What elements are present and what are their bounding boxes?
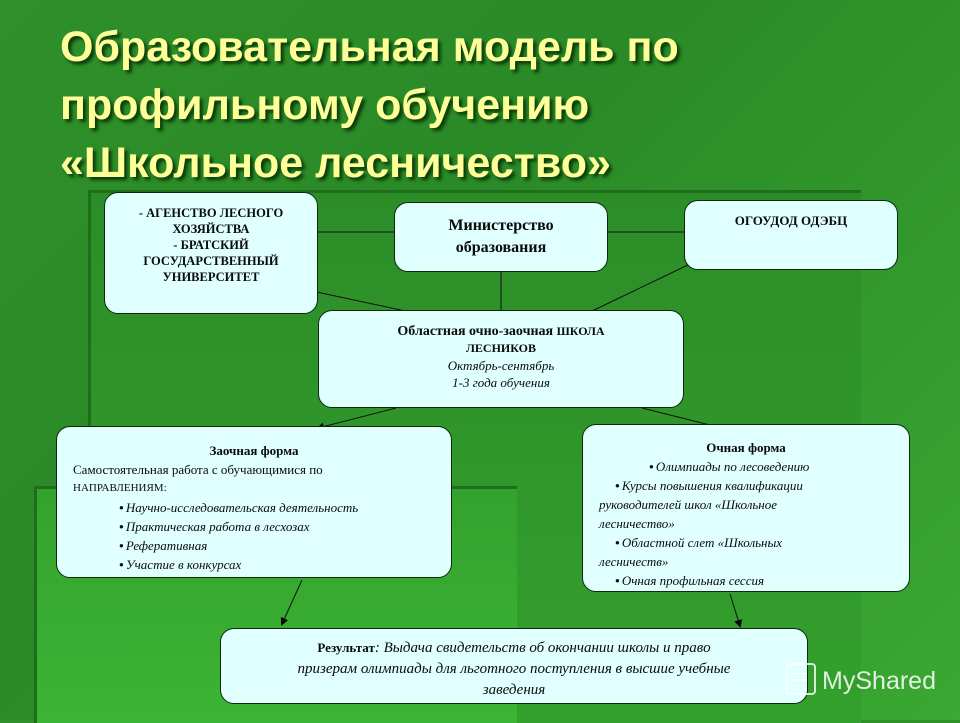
agency-box [104,192,318,314]
watermark [786,663,936,696]
result-box [220,628,808,704]
school-box [318,310,684,408]
agency-line-5: УНИВЕРСИТЕТ [162,270,260,284]
ministry-box [394,202,608,272]
agency-line-4: ГОСУДАРСТВЕННЫЙ [143,254,279,268]
title-line-1: Образовательная модель по [60,23,679,71]
agency-line-3: - БРАТСКИЙ [173,238,249,252]
distance-intro-1: Самостоятельная работа с обучающимися по [73,462,323,477]
arrow-fulltime-result [730,594,740,626]
fulltime-item-continued: руководителей школ «Школьное [599,497,778,512]
fulltime-list [599,457,909,590]
result-text-3: заведения [482,682,546,698]
title-line-3: «Школьное лесничество» [60,139,611,187]
agency-line-1: - АГЕНСТВО ЛЕСНОГО [138,206,284,220]
ministry-line-2: образования [455,239,547,256]
school-line-4: 1-3 года обучения [452,375,550,390]
school-line-1a: Областная очно-заочная [397,324,554,339]
fulltime-item: ● Очная профильная сессия [599,571,909,590]
school-line-1b: ШКОЛА [556,324,605,338]
distance-item: ● Реферативная [119,536,451,555]
distance-intro-2: НАПРАВЛЕНИЯМ: [73,482,167,494]
result-text-2: призерам олимпиады для льготного поступления в высшие учебные [297,661,731,677]
fulltime-heading: Очная форма [706,440,786,455]
watermark-text: MyShared [822,667,936,695]
line-ogoudod-school [592,264,690,311]
ogoudod-label: ОГОУДОД ОДЭБЦ [734,213,848,228]
arrow-school-distance [318,408,396,428]
distance-item: ● Участие в конкурсах [119,555,451,574]
fulltime-item: ● Областной слет «Школьных [599,533,909,552]
fulltime-form-box [582,424,910,592]
presentation-icon [786,663,816,695]
agency-line-2: ХОЗЯЙСТВА [172,222,250,236]
title-line-2: профильному обучению [60,81,590,129]
distance-list [73,498,451,574]
distance-item: ● Научно-исследовательская деятельность [119,498,451,517]
ogoudod-box [684,200,898,270]
school-line-2: ЛЕСНИКОВ [465,341,537,355]
distance-form-box [56,426,452,578]
result-text-1: : Выдача свидетельств об окончании школы и право [374,640,711,656]
arrow-distance-result [282,580,302,624]
fulltime-item: ● Олимпиады по лесоведению [599,457,909,476]
ministry-line-1: Министерство [448,217,554,234]
result-line-1 [221,637,807,659]
distance-item: ● Практическая работа в лесхозах [119,517,451,536]
school-line-3: Октябрь-сентябрь [447,358,555,373]
fulltime-item-continued: лесничество» [599,516,675,531]
result-label: Результат [317,640,375,655]
fulltime-item-continued: лесничеств» [599,554,669,569]
distance-heading: Заочная форма [209,443,299,458]
fulltime-item: ● Курсы повышения квалификации [599,476,909,495]
school-line-1 [319,323,683,340]
